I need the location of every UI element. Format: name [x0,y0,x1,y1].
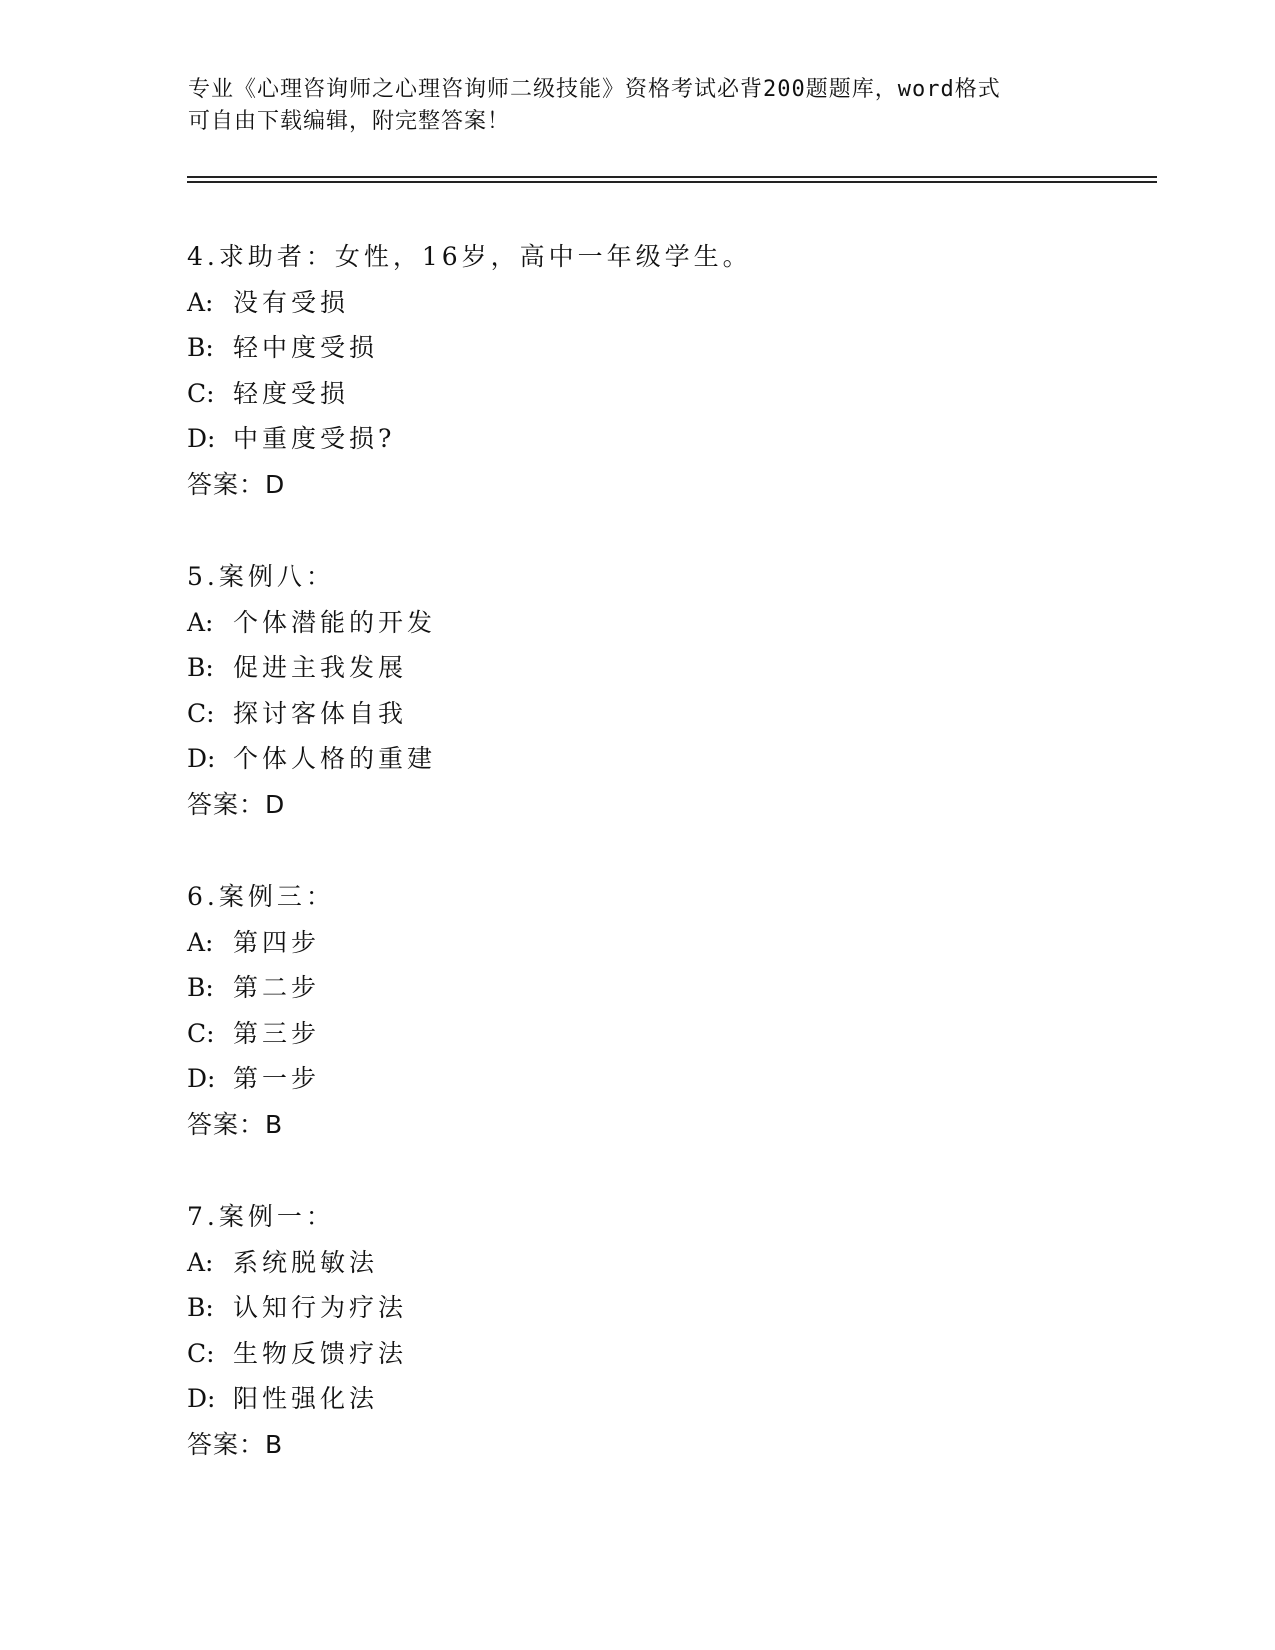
option-text: 生物反馈疗法 [233,1338,408,1368]
option-b [187,1285,407,1331]
header-line-1: 专业《心理咨询师之心理咨询师二级技能》资格考试必背200题题库，word格式 [188,77,1001,102]
option-c [187,1331,407,1377]
option-d [187,1376,407,1422]
question-block [187,1194,407,1468]
option-label: C: [187,698,215,728]
option-label: A: [187,607,214,637]
answer-line: 答案：D [187,789,286,819]
option-label: C: [187,378,215,408]
option-text: 个体人格的重建 [233,744,437,774]
option-label: D: [187,1384,216,1414]
option-text: 中重度受损? [233,424,396,454]
option-c [187,1011,335,1057]
question-block [187,234,752,508]
option-c [187,371,752,417]
option-d [187,736,436,782]
option-b [187,645,436,691]
option-a [187,1240,407,1286]
option-label: D: [187,1064,216,1094]
option-a [187,600,436,646]
option-label: D: [187,424,216,454]
option-text: 个体潜能的开发 [233,607,437,637]
header-divider-bottom [187,181,1157,183]
option-b [187,965,335,1011]
option-text: 第四步 [233,927,321,957]
question-stem: 6.案例三： [187,882,335,911]
option-b [187,325,752,371]
question-stem: 4.求助者：女性，16岁，高中一年级学生。 [187,242,752,271]
header-line-2: 可自由下载编辑，附完整答案！ [188,109,511,134]
option-a [187,280,752,326]
option-text: 阳性强化法 [233,1384,379,1414]
option-text: 第三步 [233,1018,321,1048]
option-label: B: [187,1293,214,1323]
option-text: 认知行为疗法 [233,1293,408,1323]
option-a [187,920,335,966]
question-stem: 5.案例八： [187,562,335,591]
answer-line: 答案：D [187,469,286,499]
answer-line: 答案：B [187,1109,284,1139]
question-block [187,554,436,828]
option-label: A: [187,287,214,317]
option-d [187,416,752,462]
option-label: D: [187,744,216,774]
option-text: 轻度受损 [233,378,350,408]
option-text: 探讨客体自我 [233,698,408,728]
option-label: C: [187,1338,215,1368]
question-stem: 7.案例一： [187,1202,335,1231]
document-header [188,74,1088,138]
option-label: C: [187,1018,215,1048]
option-c [187,691,436,737]
option-label: A: [187,1247,214,1277]
option-text: 第一步 [233,1064,321,1094]
option-label: B: [187,973,214,1003]
option-label: B: [187,333,214,363]
option-text: 系统脱敏法 [233,1247,379,1277]
option-d [187,1056,335,1102]
question-block [187,874,335,1148]
option-text: 没有受损 [233,287,350,317]
option-label: B: [187,653,214,683]
answer-line: 答案：B [187,1429,284,1459]
option-label: A: [187,927,214,957]
option-text: 轻中度受损 [233,333,379,363]
header-divider-top [187,176,1157,178]
option-text: 第二步 [233,973,321,1003]
option-text: 促进主我发展 [233,653,408,683]
